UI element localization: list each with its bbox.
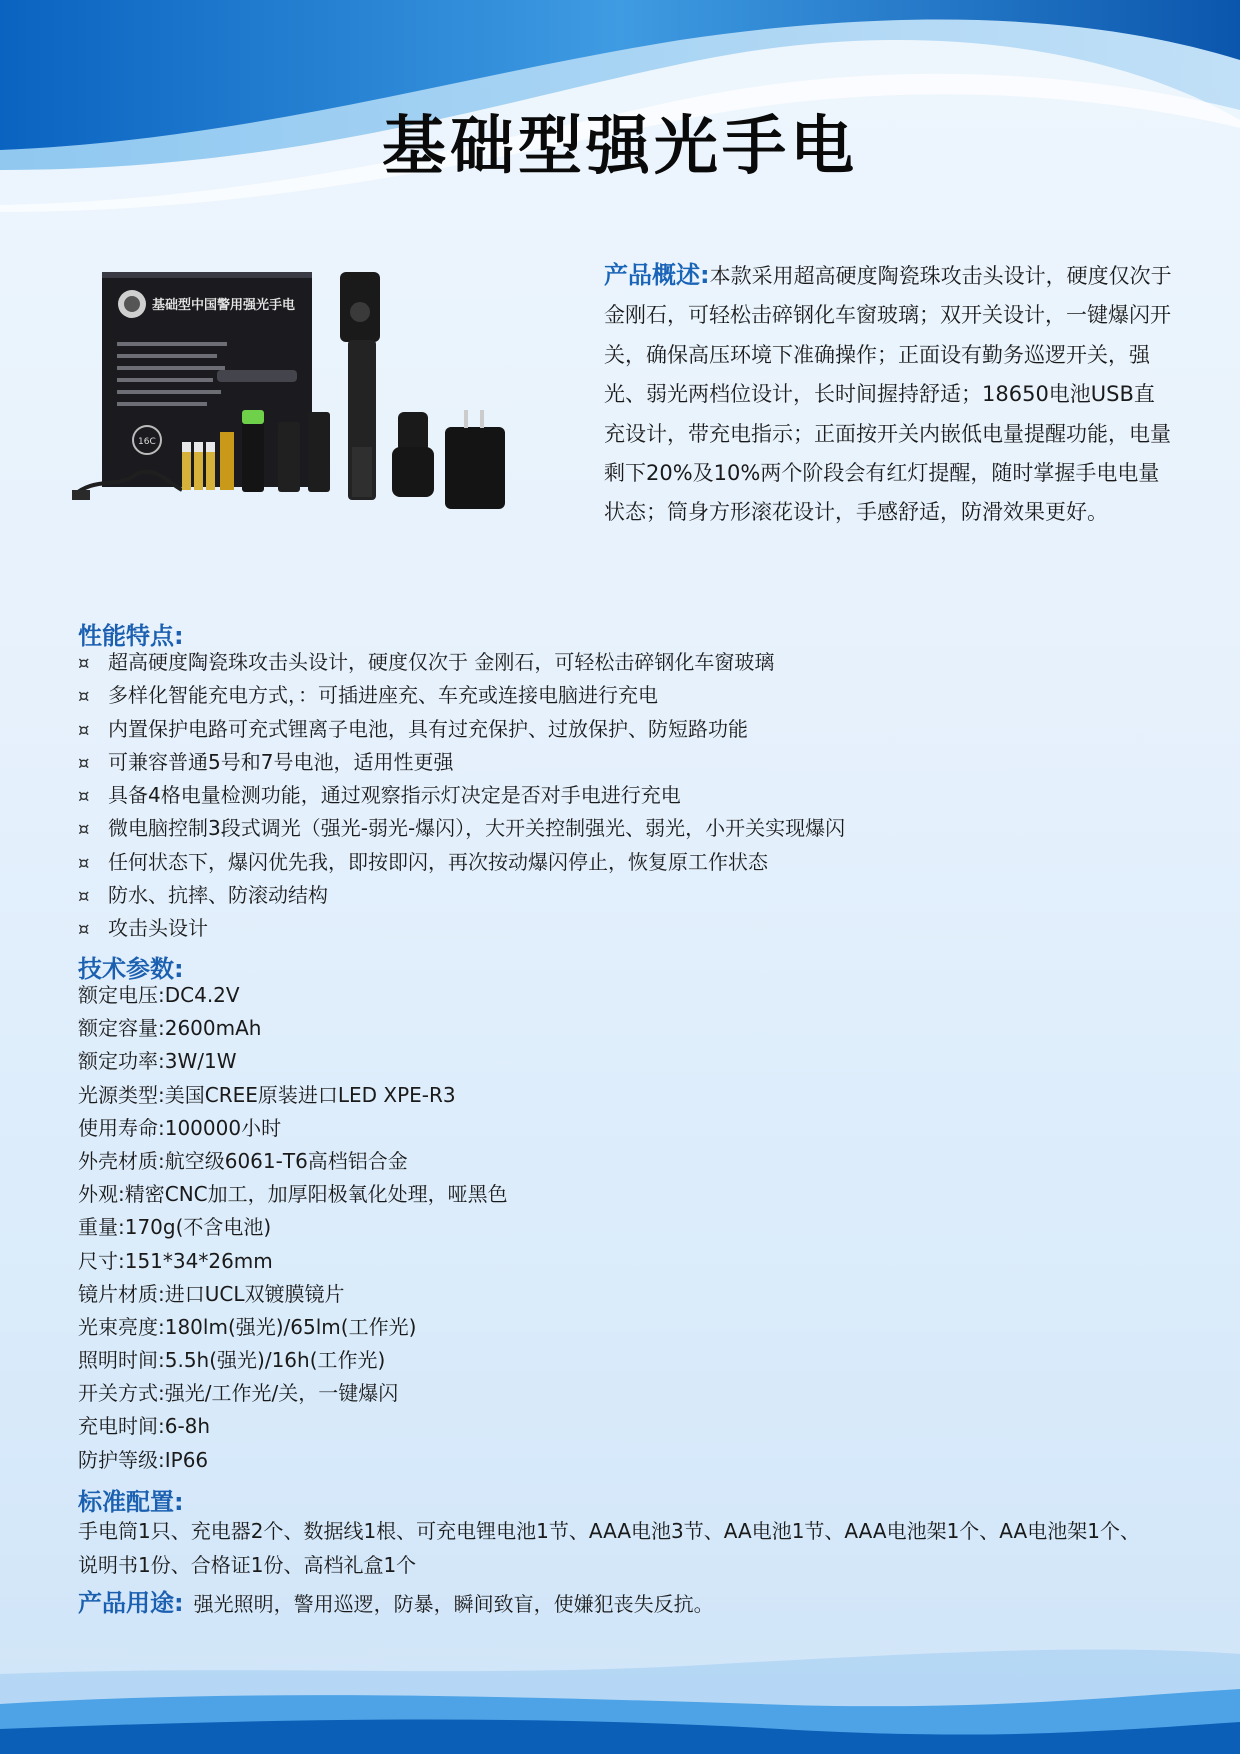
wall-charger xyxy=(445,410,505,509)
box-badge: 16C xyxy=(138,437,156,447)
feature-item xyxy=(78,879,1178,912)
spec-item: 镜片材质:进口UCL双镀膜镜片 xyxy=(78,1281,345,1306)
spec-item: 光束亮度:180lm(强光)/65lm(工作光) xyxy=(78,1314,417,1339)
feature-item xyxy=(78,646,1178,679)
spec-item: 使用寿命:100000小时 xyxy=(78,1115,282,1140)
bullet-icon: ¤ xyxy=(78,919,90,941)
product-usage xyxy=(78,1583,714,1618)
spec-item: 额定容量:2600mAh xyxy=(78,1016,262,1041)
config-heading: 标准配置: xyxy=(78,1488,184,1516)
feature-item xyxy=(78,746,1178,779)
flashlight xyxy=(340,272,380,500)
product-overview xyxy=(604,256,1174,533)
bottom-wave-decoration xyxy=(0,1634,1240,1754)
aaa-batteries xyxy=(182,442,215,490)
spec-item: 防护等级:IP66 xyxy=(78,1447,209,1472)
feature-item xyxy=(78,713,1178,746)
overview-text: 本款采用超高硬度陶瓷珠攻击头设计，硬度仅次于金刚石，可轻松击碎钢化车窗玻璃；双开关设计，一键爆闪开关，确保高压环境下准确操作；正面设有勤务巡逻开关，强光、弱光两档位设计，长时间握持舒适；18650电池USB直充设计，带充电指示；正面按开关内嵌低电量提醒功能，电量剩下20%及10%两个阶段会有红灯提醒，随时掌握手电电量状态；筒身方形滚花设计，手感舒适，防滑效果更好。 xyxy=(604,264,1172,525)
bullet-icon: ¤ xyxy=(78,686,90,708)
feature-item xyxy=(78,779,1178,812)
spec-item: 重量:170g(不含电池) xyxy=(78,1215,272,1240)
page-title: 基础型强光手电 xyxy=(382,110,858,184)
feature-text: 多样化智能充电方式，：可插进座充、车充或连接电脑进行充电 xyxy=(108,683,658,708)
feature-text: 内置保护电路可充式锂离子电池，具有过充保护、过放保护、防短路功能 xyxy=(108,716,748,741)
feature-text: 攻击头设计 xyxy=(108,916,208,941)
feature-text: 超高硬度陶瓷珠攻击头设计，硬度仅次于 金刚石，可轻松击碎钢化车窗玻璃 xyxy=(108,650,775,674)
feature-text: 可兼容普通5号和7号电池，适用性更强 xyxy=(108,749,454,774)
feature-text: 任何状态下，爆闪优先我，即按即闪，再次按动爆闪停止，恢复原工作状态 xyxy=(108,849,768,874)
bullet-icon: ¤ xyxy=(78,653,90,674)
bullet-icon: ¤ xyxy=(78,719,90,741)
feature-text: 具备4格电量检测功能，通过观察指示灯决定是否对手电进行充电 xyxy=(108,783,681,808)
box-label: 基础型中国警用强光手电 xyxy=(152,298,296,313)
spec-item: 充电时间:6-8h xyxy=(78,1414,211,1439)
bullet-icon: ¤ xyxy=(78,886,90,908)
aa-battery xyxy=(220,432,234,490)
feature-item xyxy=(78,812,1178,845)
spec-item: 额定功率:3W/1W xyxy=(78,1049,237,1074)
spec-item: 尺寸:151*34*26mm xyxy=(78,1248,273,1273)
spec-item: 光源类型:美国CREE原装进口LED XPE-R3 xyxy=(78,1082,456,1107)
feature-text: 防水、抗摔、防滚动结构 xyxy=(108,883,328,908)
bullet-icon: ¤ xyxy=(78,786,90,808)
bullet-icon: ¤ xyxy=(78,852,90,874)
product-photo xyxy=(72,272,560,572)
bullet-icon: ¤ xyxy=(78,819,90,841)
features-list xyxy=(78,646,1178,946)
specs-heading: 技术参数: xyxy=(78,955,184,983)
usage-text: 强光照明，警用巡逻，防暴，瞬间致盲，使嫌犯丧失反抗。 xyxy=(193,1592,714,1616)
feature-text: 微电脑控制3段式调光（强光-弱光-爆闪），大开关控制强光、弱光，小开关实现爆闪 xyxy=(108,816,846,841)
car-charger xyxy=(392,412,434,497)
spec-item: 开关方式:强光/工作光/关，一键爆闪 xyxy=(78,1381,399,1406)
bullet-icon: ¤ xyxy=(78,752,90,774)
feature-item xyxy=(78,912,1178,945)
feature-item xyxy=(78,679,1178,712)
spec-item: 照明时间:5.5h(强光)/16h(工作光) xyxy=(78,1348,386,1373)
features-heading: 性能特点: xyxy=(78,622,184,650)
feature-item xyxy=(78,846,1178,879)
specs-list xyxy=(78,979,1078,1477)
usage-label: 产品用途: xyxy=(78,1589,184,1617)
aa-battery-holder xyxy=(308,412,330,492)
aaa-battery-holder xyxy=(278,422,300,492)
spec-item: 额定电压:DC4.2V xyxy=(78,983,240,1007)
spec-item: 外壳材质:航空级6061-T6高档铝合金 xyxy=(78,1148,408,1173)
overview-label: 产品概述: xyxy=(604,261,710,289)
spec-item: 外观:精密CNC加工，加厚阳极氧化处理，哑黑色 xyxy=(78,1182,508,1207)
config-text: 手电筒1只、充电器2个、数据线1根、可充电锂电池1节、AAA电池3节、AA电池1节、AAA电池架1个、AA电池架1个、说明书1份、合格证1份、高档礼盒1个 xyxy=(78,1519,1140,1577)
